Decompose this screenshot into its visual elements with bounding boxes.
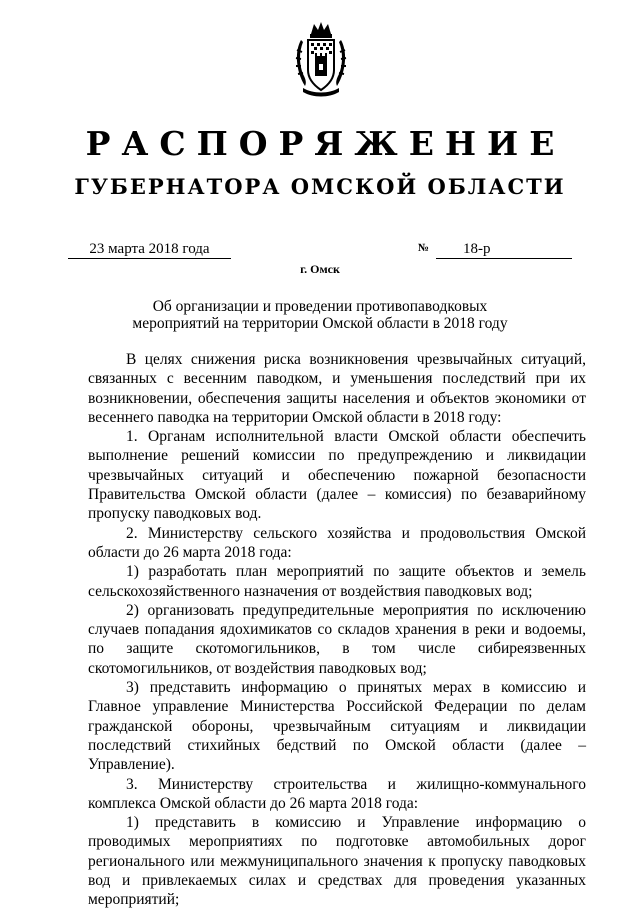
document-subject: Об организации и проведении противопаводковых мероприятий на территории Омской области в 2018 году	[132, 298, 508, 332]
paragraph: 2) организовать предупредительные мероприятия по исключению случаев попадания ядохимикатов со складов хранения в реки и водоемы, по защите скотомогильников, в том числе сибиреязвенных скотомогильников, от воздействия паводковых вод;	[88, 601, 586, 677]
paragraph: 3) представить информацию о принятых мерах в комиссию и Главное управление Министерства Российской Федерации по делам гражданской обороны, чрезвычайным ситуациям и ликвидации последствий стихийных бедствий по Омской области (далее – Управление).	[88, 679, 586, 774]
paragraph: В целях снижения риска возникновения чрезвычайных ситуаций, связанных с весенним паводком, и уменьшения последствий при их возникновении, обеспечения защиты населения и объектов экономики от весеннего паводка на территории Омской области в 2018 году:	[88, 351, 586, 426]
document-body	[88, 350, 586, 910]
document-title: РАСПОРЯЖЕНИЕ	[85, 124, 566, 163]
document-city: г. Омск	[300, 262, 340, 276]
paragraph: 1) представить в комиссию и Управление информацию о проводимых мероприятиях по подготовке автомобильных дорог регионального или межмуниципального значения к пропуску паводковых вод и привлекаемых силах и средствах для проведения указанных мероприятий;	[88, 814, 586, 909]
paragraph: 3. Министерству строительства и жилищно-коммунального комплекса Омской области до 26 марта 2018 года:	[88, 775, 586, 812]
document-subtitle: ГУБЕРНАТОРА ОМСКОЙ ОБЛАСТИ	[74, 174, 566, 199]
document-date: 23 марта 2018 года	[68, 240, 231, 259]
document-number: 18-р	[463, 241, 491, 257]
document-number-field	[436, 240, 572, 259]
paragraph: 2. Министерству сельского хозяйства и продовольствия Омской области до 26 марта 2018 года:	[88, 524, 586, 561]
coat-of-arms-emblem	[293, 20, 349, 98]
paragraph: 1. Органам исполнительной власти Омской области обеспечить выполнение решений комиссии по предупреждению и ликвидации чрезвычайных ситуаций и обеспечению пожарной безопасности Правительства Омской области (далее – комиссия) по безаварийному пропуску паводковых вод.	[88, 428, 586, 523]
paragraph: 1) разработать план мероприятий по защите объектов и земель сельскохозяйственного назначения от воздействия паводковых вод;	[88, 563, 586, 600]
number-sign: №	[418, 242, 430, 254]
